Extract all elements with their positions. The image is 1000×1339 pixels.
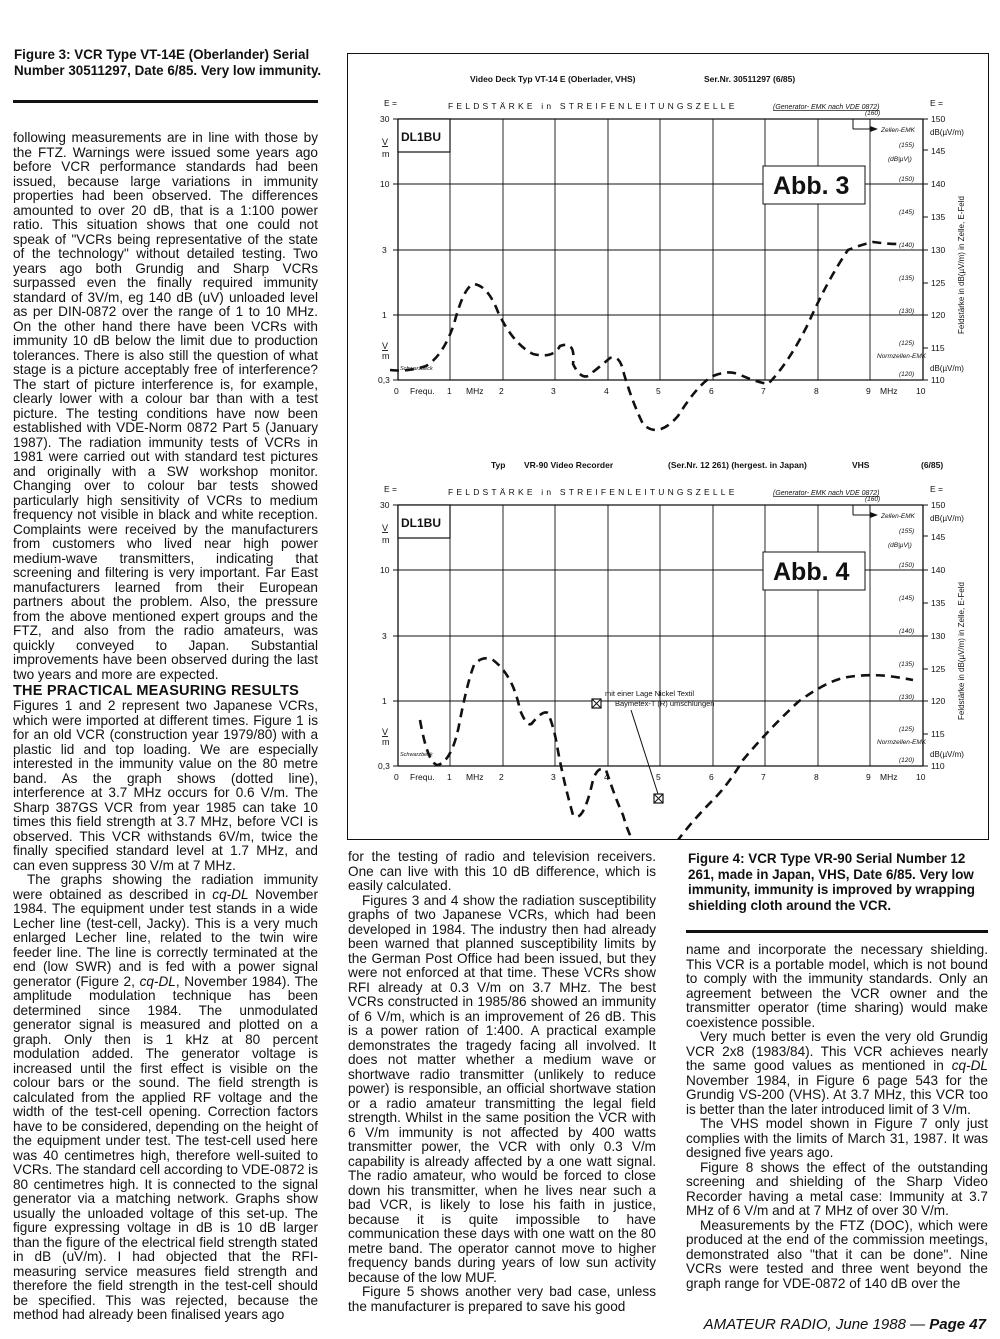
g3-x-1: 1 <box>447 386 452 396</box>
g4-schwarzbeck: Schwarzbeck <box>400 752 433 758</box>
g4-e-right: E = <box>930 484 943 494</box>
g4-lbl-norm: Normzellen-EMK <box>877 739 927 746</box>
g4-header-b: VR-90 Video Recorder <box>524 460 614 470</box>
g4-abb-label: Abb. 4 <box>773 558 850 586</box>
g3-lbl-135: (135) <box>899 275 915 282</box>
g4-unit-m: m <box>382 535 390 545</box>
col3-paragraph-5: Measurements by the FTZ (DOC), which were produced at the end of the commission meetings, demonstrated also "that it can be done". Nine VCRs were tested and three went beyond the graph range for VDE-0872 of 140 dB over the <box>686 1217 988 1291</box>
g4-x-10: 10 <box>916 772 926 782</box>
g4-x-5: 5 <box>656 772 661 782</box>
g4-note-line2: Baymetex-T (R) umschlungen <box>615 699 715 708</box>
g4-yr-120: 120 <box>931 696 946 706</box>
g3-e-left: E = <box>384 98 397 108</box>
g3-y-3: 3 <box>382 245 387 255</box>
g4-callsign: DL1BU <box>401 516 442 530</box>
g4-x-9: 9 <box>866 772 871 782</box>
g4-x-8: 8 <box>814 772 819 782</box>
g4-y-10: 10 <box>380 565 390 575</box>
g4-yr-135: 135 <box>931 598 946 608</box>
column-1 <box>13 131 318 1323</box>
g4-lbl-155: (155) <box>899 528 915 535</box>
col1-paragraph-3: The graphs showing the radiation immunity were obtained as described in cq-DL November 1984. The equipment under test stands in a wide Lecher line (test-cell, Jacky). This is a very much enlarged Lecher line, related to the twin wire feeder line. The line is correctly terminated at the end (low SWR) and is fed with a power signal generator (Figure 2, cq-DL, November 1984). The amplitude modulation technique has been determined since 1984. The unmodulated generator signal is measured and plotted on a graph. Only then is 1 kHz at 80 percent modulation added. The generator voltage is increased until the first effect is visible on the colour bars or the sound. The field strength is calculated from the applied RF voltage and the width of the test-cell opening. Correction factors have to be considered, depending on the height of the equipment under test. The test-cell used here was 40 centimetres high, therefore well-suited to VCRs. The standard cell according to VDE-0872 is 80 centimetres high. It is connected to the signal generator via a matching network. Graphs show usually the unloaded voltage of this set-up. The figure expressing voltage in dB is 10 dB larger than the figure of the electrical field strength stated in dB (uV/m). I had objected that the RFI-measuring service measures field strength and therefore the field strength in the test-cell should be specified. This was rejected, because the method had already been finalised years ago <box>13 872 319 1322</box>
g4-yr-125: 125 <box>931 664 946 674</box>
g4-y-1: 1 <box>382 696 387 706</box>
g3-abb-label: Abb. 3 <box>773 172 850 200</box>
col2-paragraph-2: Figures 3 and 4 show the radiation susceptibility graphs of two Japanese VCRs, which had been developed in 1984. The industry then had already been warned that planned susceptibility limits by the German Post Office had been issued, but they were not enforced at that time. These VCRs show RFI already at 0.3 V/m on 3.7 MHz. The best VCRs constructed in 1985/86 showed an immunity of 6 V/m, which is an improvement of 26 dB. This is a power ration of 1:400. A practical example demonstrates the tragedy facing all involved. It does not matter whether a medium wave or shortwave radio transmitter (unlikely to reduce power) is responsible, an official shortwave station or a radio amateur transmitting the legal field strength. Whilst in the same position the VCR with 6 V/m immunity is not affected by 400 watts transmitter power, the VCR with only 0.3 V/m capability is already affected by a one watt signal. The radio amateur, who would be forced to close down his transmitter, when he lives near such a bad VCR, is likely to lose his faith in justice, because it is quite impossible to have communication these days with one watt on the 80 metre band. The operator cannot move to higher frequency bands during years of low sun activity because of the low MUF. <box>348 892 656 1285</box>
section-heading: THE PRACTICAL MEASURING RESULTS <box>13 683 300 699</box>
g4-x-6: 6 <box>709 772 714 782</box>
g3-unit-v: V <box>382 137 389 147</box>
g4-x-3: 3 <box>551 772 556 782</box>
g3-lbl-db: (dB|µV|) <box>888 156 912 163</box>
g3-lbl-155: (155) <box>899 142 915 149</box>
g3-lbl-150: (150) <box>899 176 915 183</box>
g3-x-10: 10 <box>916 386 926 396</box>
g4-unit-top: dB(µV/m) <box>930 514 964 523</box>
g3-x-mhz1: MHz <box>466 386 484 396</box>
g3-yr-140: 140 <box>931 179 946 189</box>
graphs-frame <box>347 53 989 840</box>
g3-x-2: 2 <box>499 386 504 396</box>
col3-paragraph-3: The VHS model shown in Figure 7 only just complies with the limits of March 31, 1987. It was designed five years ago. <box>686 1116 988 1160</box>
g3-x-4: 4 <box>604 386 609 396</box>
g3-curve <box>390 242 898 430</box>
g4-right-axis-title: Feldstärke in dB(µV/m) in Zelle, E-Feld <box>957 582 966 720</box>
g3-callsign: DL1BU <box>401 130 442 144</box>
col3-paragraph-1: name and incorporate the necessary shielding. This VCR is a portable model, which is not bound to comply with the immunity standards. Only an agreement between the VCR owner and the transmitter operator (time sharing) would make coexistence possible. <box>686 942 988 1030</box>
g4-yr-115: 115 <box>931 729 945 739</box>
caption-rule-top <box>13 100 318 103</box>
g3-yr-150: 150 <box>931 114 946 124</box>
g3-unit-bottom: dB(µV/m) <box>930 364 964 373</box>
col2-paragraph-1: for the testing of radio and television receivers. One can live with this 10 dB difference, which is easily calculated. <box>348 849 656 893</box>
g3-lbl-160: (160) <box>865 110 881 117</box>
g3-x-0: 0 <box>394 386 399 396</box>
g3-yr-110: 110 <box>931 375 945 385</box>
g4-x-0: 0 <box>394 772 399 782</box>
g4-lbl-db: (dB|µV|) <box>888 542 912 549</box>
g3-generator-note: (Generator- EMK nach VDE 0872) <box>773 104 880 111</box>
g4-unit-v2: V <box>382 727 389 737</box>
g3-schwarzbeck: Schwarzbeck <box>400 366 433 372</box>
col1-paragraph-1: following measurements are in line with those by the FTZ. Warnings were issued some years ago before VCR performance standards had been issued, because large variations in immunity properties had been observed. The differences amounted to over 20 dB, that is a 1:100 power ratio. This situation shows that one could not speak of "VCRs being representative of the state of the technology" without detailed testing. Two years ago both Grundig and Sharp VCRs surpassed even the finally required immunity standard of 3V/m, eg 140 dB (uV) unloaded level as per DIN-0872 over the range of 1 to 10 MHz. On the other hand there have been VCRs with immunity 10 dB below the limit due to production tolerances. There is also still the question of what stage is a picture acceptably free of interference? The start of picture interference is, for example, clearly lower with a colour bar than with a test picture. The testing conditions have now been established with VDE-Norm 0872 Part 5 (January 1987). The radiation immunity tests of VCRs in 1981 were carried out with standard test pictures and originally with a SW workshop monitor. Changing over to colour bar tests showed particularly high sensitivity of VCRs to medium frequency not visible in black and white reception. Complaints were received by the manufacturers from customers who lived near high power medium-wave transmitters, indicating that screening and filtering is very important. Far East manufacturers learned from their European partners about the problem. Also, the pressure from the above mentioned expert groups and the FTZ, and also from the radio amateurs, was quickly conveyed to Japan. Substantial improvements have been observed during the last two years and more are expected. <box>13 130 318 682</box>
g4-x-mhz1: MHz <box>466 772 484 782</box>
g4-x-frequ: Frequ. <box>410 772 435 782</box>
g4-curve <box>420 658 913 839</box>
column-2 <box>348 850 656 1314</box>
page-footer <box>704 1316 986 1333</box>
g3-yr-120: 120 <box>931 310 946 320</box>
g4-x-4: 4 <box>604 772 609 782</box>
g3-x-mhz2: MHz <box>880 386 898 396</box>
footer-page: Page 47 <box>929 1316 986 1333</box>
g3-lbl-140: (140) <box>899 242 915 249</box>
g4-cell-title: FELDSTÄRKE in STREIFENLEITUNGSZELLE <box>448 487 738 497</box>
g3-unit-m2: m <box>382 351 390 361</box>
g4-e-left: E = <box>384 484 397 494</box>
graph-abb4 <box>378 460 966 839</box>
g4-lbl-125: (125) <box>899 726 915 733</box>
g3-lbl-120: (120) <box>899 371 915 378</box>
g3-yr-145: 145 <box>931 146 946 156</box>
g3-header-right: Ser.Nr. 30511297 (6/85) <box>704 74 796 84</box>
g3-x-3: 3 <box>551 386 556 396</box>
g4-unit-v: V <box>382 523 389 533</box>
g3-right-axis-title: Feldstärke in dB(µV/m) in Zelle, E-Feld <box>957 196 966 334</box>
g3-y-10: 10 <box>380 179 390 189</box>
g4-y-30: 30 <box>380 500 390 510</box>
g3-lbl-145: (145) <box>899 209 915 216</box>
g4-x-1: 1 <box>447 772 452 782</box>
col3-paragraph-4: Figure 8 shows the effect of the outstanding screening and shielding of the Sharp Video Recorder having a metal case: Immunity at 3.7 MHz of 6 V/m and at 7 MHz of over 30 V/m. <box>686 1159 988 1218</box>
g3-unit-top: dB(µV/m) <box>930 128 964 137</box>
g3-y-03: 0,3 <box>378 375 390 385</box>
g4-yr-140: 140 <box>931 565 946 575</box>
g3-unit-v2: V <box>382 341 389 351</box>
g4-header-d: VHS <box>852 460 870 470</box>
g4-unit-m2: m <box>382 737 390 747</box>
g4-lbl-140: (140) <box>899 628 915 635</box>
g3-x-7: 7 <box>761 386 766 396</box>
g3-lbl-125: (125) <box>899 340 915 347</box>
graphs-svg <box>348 54 988 839</box>
g3-y-30: 30 <box>380 114 390 124</box>
figure3-caption: Figure 3: VCR Type VT-14E (Oberlander) Serial Number 30511297, Date 6/85. Very low immunity. <box>14 47 322 78</box>
g4-header-a: Typ <box>491 460 506 470</box>
caption-rule-fig4 <box>686 930 988 933</box>
g3-yr-130: 130 <box>931 245 946 255</box>
g4-generator-note: (Generator- EMK nach VDE 0872) <box>773 490 880 497</box>
g3-unit-m: m <box>382 149 390 159</box>
g4-yr-145: 145 <box>931 532 946 542</box>
g4-yr-110: 110 <box>931 761 945 771</box>
g4-lbl-160: (160) <box>865 496 881 503</box>
col3-paragraph-2: Very much better is even the very old Grundig VCR 2x8 (1983/84). This VCR achieves nearly the same good values as mentioned in cq-DL November 1984, in Figure 6 page 543 for the Grundig VS-200 (VHS). At 3.7 MHz, this VCR too is better than the later introduced limit of 3 V/m. <box>686 1029 988 1117</box>
g3-cell-title: FELDSTÄRKE in STREIFENLEITUNGSZELLE <box>448 101 738 111</box>
g4-yr-150: 150 <box>931 500 946 510</box>
g4-lbl-145: (145) <box>899 595 915 602</box>
g4-x-mhz2: MHz <box>880 772 898 782</box>
g3-yr-115: 115 <box>931 343 945 353</box>
figure4-caption: Figure 4: VCR Type VR-90 Serial Number 12 261, made in Japan, VHS, Date 6/85. Very low immunity, immunity is improved by wrapping shielding cloth around the VCR. <box>688 851 975 913</box>
g4-lbl-120: (120) <box>899 757 915 764</box>
g3-x-6: 6 <box>709 386 714 396</box>
g3-lbl-zellen: Zellen-EMK <box>881 127 915 134</box>
g4-header-c: (Ser.Nr. 12 261) (hergest. in Japan) <box>668 460 807 470</box>
col1-paragraph-2: Figures 1 and 2 represent two Japanese VCRs, which were imported at different times. Figure 1 is for an old VCR (construction year 1979/80) with a plastic lid and top loading. We are especially interested in the immunity value on the 80 metre band. As the graph shows (dotted line), interference at 3.7 MHz occurs for 0.6 V/m. The Sharp 387GS VCR from year 1985 can take 10 times this field strength at 3.7 MHz, before VCI is observed. This VCR withstands 6V/m, twice the finally specified standard level at 1.7 MHz, and can even suppress 30 V/m at 7 MHz. <box>13 698 318 873</box>
g4-unit-bottom: dB(µV/m) <box>930 750 964 759</box>
g4-y-3: 3 <box>382 631 387 641</box>
g4-y-03: 0,3 <box>378 761 390 771</box>
g3-x-frequ: Frequ. <box>410 386 435 396</box>
g3-x-9: 9 <box>866 386 871 396</box>
footer-magazine: AMATEUR RADIO, <box>703 1316 832 1333</box>
g4-lbl-135: (135) <box>899 661 915 668</box>
g3-x-5: 5 <box>656 386 661 396</box>
footer-date: June 1988 — <box>831 1316 930 1333</box>
g3-y-1: 1 <box>382 310 387 320</box>
g3-lbl-130: (130) <box>899 308 915 315</box>
col2-paragraph-3: Figure 5 shows another very bad case, unless the manufacturer is prepared to save his good <box>348 1284 656 1314</box>
g4-lbl-150: (150) <box>899 562 915 569</box>
g3-yr-125: 125 <box>931 278 946 288</box>
g3-lbl-norm: Normzellen-EMK <box>877 353 927 360</box>
g3-e-right: E = <box>930 98 943 108</box>
g3-yr-135: 135 <box>931 212 946 222</box>
g4-note-line1: mit einer Lage Nickel Textil <box>605 689 695 698</box>
graph-abb3 <box>378 74 966 430</box>
g4-yr-130: 130 <box>931 631 946 641</box>
column-3 <box>686 943 988 1291</box>
g4-x-2: 2 <box>499 772 504 782</box>
g4-lbl-130: (130) <box>899 694 915 701</box>
g4-lbl-zellen: Zellen-EMK <box>881 513 915 520</box>
g4-x-7: 7 <box>761 772 766 782</box>
g3-x-8: 8 <box>814 386 819 396</box>
g3-header-left: Video Deck Typ VT-14 E (Oberlader, VHS) <box>470 74 636 84</box>
g4-header-e: (6/85) <box>921 460 944 470</box>
